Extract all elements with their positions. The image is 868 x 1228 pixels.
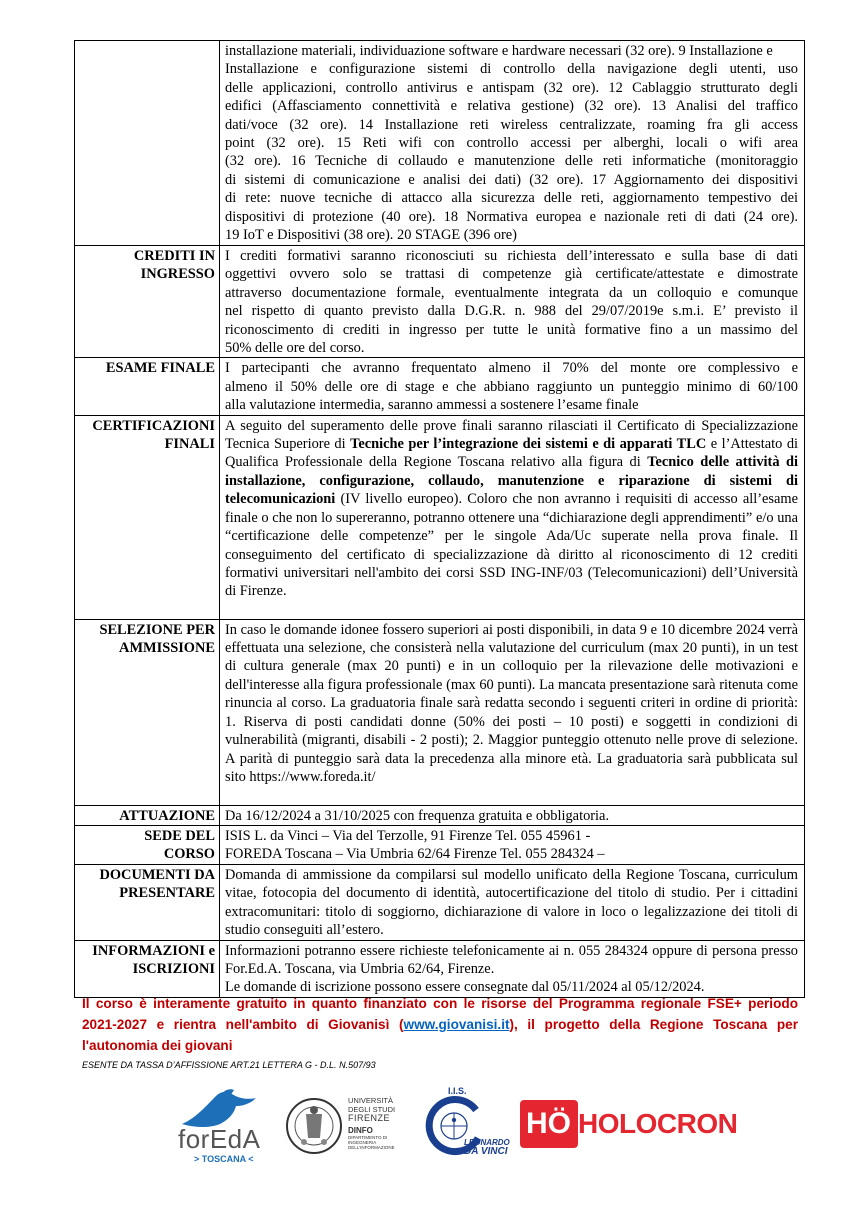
informazioni-text bbox=[220, 940, 805, 997]
isis-name bbox=[464, 1138, 510, 1156]
cert-title-bold: Tecniche per l’integrazione dei sistemi e di apparati TLC bbox=[350, 436, 707, 453]
esame-text bbox=[220, 358, 805, 415]
foreda-region: > TOSCANA < bbox=[194, 1154, 254, 1164]
label-line: CERTIFICAZIONI bbox=[92, 417, 215, 434]
cert-figure-bold: Tecnico delle attività di installazione, configurazione, collaudo, manutenzione e riparazione di sistemi di telecomunicazioni bbox=[225, 454, 798, 508]
table-row bbox=[75, 826, 805, 865]
label-line: CORSO bbox=[163, 846, 215, 863]
text-line: nel rispetto di quanto previsto dalla D.G.R. n. 988 del 29/07/2019e s.m.i. E’ previsto il bbox=[225, 303, 798, 320]
text-line: 19 IoT e Dispositivi (38 ore). 20 STAGE (396 ore) bbox=[225, 227, 517, 244]
text-line: delle applicazioni, controllo antivirus e antispam (32 ore). 12 Cablaggio strutturato degli bbox=[225, 79, 798, 96]
holocron-mark-text: HÖ bbox=[526, 1107, 571, 1140]
label-line: FINALI bbox=[164, 436, 215, 453]
text-line: dispositivi di protezione (40 ore). 18 Normativa europea e nazionale reti di dati (24 ore). bbox=[225, 208, 798, 225]
text-line: riconoscimento di crediti in ingresso per tutte le unità formative fino a un massimo del bbox=[225, 321, 798, 338]
holocron-name: HOLOCRON bbox=[578, 1108, 738, 1139]
selezione-text: In caso le domande idonee fossero superiori ai posti disponibili, in data 9 e 10 dicembre 2024 verrà effettuata una selezione, che consisterà nella valutazione del curriculum (max 20 punti), in un test di cultura generale (max 20 punti) e in un colloquio per la rilevazione delle motivazioni e dell'interesse alla figura professionale (max 60 punti). La mancata presentazione sarà ritenuta come rinuncia al corso. La graduatoria finale sarà redatta secondo i seguenti criteri in ordine di priorità: 1. Riserva di posti candidati donne (50% dei posti – 10 posti) e soggetti in condizioni di vulnerabilità (migranti, disabili - 2 posti); 2. Maggior punteggio ottenuto nelle prove di selezione. A parità di punteggio sarà data la precedenza alla minore età. La graduatoria sarà pubblicata sul sito https://www.foreda.it/ bbox=[220, 619, 805, 805]
iscrizioni-dates: Le domande di iscrizione possono essere consegnate dal 05/11/2024 al 05/12/2024. bbox=[225, 979, 705, 996]
cert-text: e l’Attestato di Qualifica Professionale della Regione Toscana relativo alla figura di bbox=[225, 436, 799, 471]
documenti-text: Domanda di ammissione da compilarsi sul modello unificato della Regione Toscana, curriculum vitae, fotocopia del documento di identità, autocertificazione del titolo di studio. Per i cittadini extracomunitari: titolo di soggiorno, dichiarazione di valore in loco o legalizzazione dei titoli di studio conseguiti all’estero. bbox=[220, 864, 805, 940]
label-line: ESAME FINALE bbox=[105, 360, 215, 377]
table-row bbox=[75, 619, 805, 805]
certificazioni-text bbox=[220, 415, 805, 619]
table-row bbox=[75, 864, 805, 940]
label-line: PRESENTARE bbox=[119, 885, 215, 902]
table-row bbox=[75, 246, 805, 358]
isis-top: I.I.S. bbox=[448, 1086, 467, 1096]
funding-note bbox=[82, 993, 798, 1056]
label-line: SEDE DEL bbox=[144, 828, 215, 845]
text-line: FOREDA Toscana – Via Umbria 62/64 Firenze Tel. 055 284324 – bbox=[225, 846, 605, 863]
holocron-mark-icon bbox=[520, 1100, 578, 1148]
course-info-table bbox=[74, 40, 805, 998]
text-line: point (32 ore). 15 Reti wifi con controllo accessi per alberghi, locali o wifi area bbox=[225, 135, 798, 152]
unifi-text bbox=[348, 1096, 395, 1150]
label-line: INGRESSO bbox=[140, 266, 215, 283]
unifi-line: DELL'INFORMAZIONE bbox=[348, 1145, 395, 1150]
cert-text: (IV livello europeo). Coloro che non avranno i requisiti di accesso all’esame finale o che non lo supereranno, potranno ottenere una “dichiarazione degli apprendimenti” e/o una “certificazione delle competenze” per le singole Ada/Uc superate nella prova finale. Il conseguimento del certificato di specializzazione dà diritto al riconoscimento di 12 crediti formativi universitari nell'ambito dei corsi SSD ING-INF/03 (Telecomunicazioni) dell’Università di Firenze. bbox=[225, 491, 798, 600]
text-line: installazione materiali, individuazione software e hardware necessari (32 ore). 9 Installazione e bbox=[225, 43, 773, 59]
text-line: edifici (Affasciamento connettività e relativa gestione) (32 ore). 13 Analisi del traffico bbox=[225, 98, 798, 115]
label-line: ATTUAZIONE bbox=[119, 807, 215, 824]
row-label-attuazione bbox=[75, 805, 220, 825]
funding-text: Il corso è interamente gratuito in quanto finanziato con le risorse del Programma regionale FSE+ periodo 2021-2027 e rientra nell'ambito di Giovanisì ( bbox=[82, 996, 798, 1032]
label-line: DOCUMENTI DA bbox=[99, 866, 215, 883]
foreda-name: forEdA bbox=[178, 1124, 261, 1154]
table-row bbox=[75, 805, 805, 825]
row-label-certificazioni bbox=[75, 415, 220, 619]
unifi-line: FIRENZE bbox=[348, 1113, 391, 1123]
row-label-documenti bbox=[75, 864, 220, 940]
text-line: almeno il 50% delle ore di stage e che abbiano raggiunto un punteggio minimo di 60/100 bbox=[225, 378, 798, 395]
text-line: dati/voce (32 ore). 14 Installazione reti wireless centralizzate, roaming fra gli access bbox=[225, 116, 798, 133]
text-line: di rete: nuove tecniche di attacco alla sicurezza delle reti, aggiornamento tempestivo dei bbox=[225, 190, 798, 207]
isis-logo bbox=[424, 1088, 520, 1168]
text-line: Installazione e configurazione sistemi di controllo della navigazione degli utenti, uso bbox=[225, 61, 798, 78]
isis-line: LEONARDO bbox=[464, 1138, 510, 1147]
text-line: alla valutazione intermedia, saranno ammessi a sostenere l’esame finale bbox=[225, 397, 639, 414]
info-paragraph: Informazioni potranno essere richieste telefonicamente ai n. 055 284324 oppure di persona presso For.Ed.A. Toscana, via Umbria 62/64, Firenze. bbox=[225, 942, 798, 977]
row-label-empty bbox=[75, 41, 220, 246]
unifi-logo bbox=[284, 1088, 404, 1168]
unifi-line: DEGLI STUDI bbox=[348, 1105, 396, 1114]
text-line: attraverso documentazione formale, eventualmente integrata da un colloquio e comunque bbox=[225, 284, 798, 301]
isis-line: DA VINCI bbox=[464, 1146, 508, 1157]
text-line: oggettivi ovvero solo se trattasi di competenze già certificate/attestate e dimostrate bbox=[225, 266, 798, 283]
unifi-line: UNIVERSITÀ bbox=[348, 1096, 394, 1105]
label-line: AMMISSIONE bbox=[119, 640, 215, 657]
row-label-selezione bbox=[75, 619, 220, 805]
text-line: 50% delle ore del corso. bbox=[225, 340, 365, 357]
unifi-line: DIPARTIMENTO DI bbox=[348, 1135, 388, 1140]
row-label-informazioni bbox=[75, 940, 220, 997]
row-label-sede bbox=[75, 826, 220, 865]
modules-continuation bbox=[220, 41, 805, 246]
sede-text bbox=[220, 826, 805, 865]
attuazione-text: Da 16/12/2024 a 31/10/2025 con frequenza gratuita e obbligatoria. bbox=[220, 805, 805, 825]
holocron-logo bbox=[520, 1088, 738, 1168]
table-row bbox=[75, 358, 805, 415]
row-label-esame bbox=[75, 358, 220, 415]
label-line: SELEZIONE PER bbox=[99, 621, 215, 638]
label-line: INFORMAZIONI e bbox=[92, 942, 215, 959]
unifi-line: INGEGNERIA bbox=[348, 1140, 377, 1145]
funding-text: ), il progetto della Regione Toscana per l'autonomia dei giovani bbox=[82, 1017, 798, 1053]
foreda-logo bbox=[176, 1088, 272, 1168]
row-label-crediti bbox=[75, 246, 220, 358]
tax-exemption-note: ESENTE DA TASSA D’AFFISSIONE ART.21 LETTERA G - D.L. N.507/93 bbox=[82, 1060, 376, 1070]
table-row bbox=[75, 415, 805, 619]
text-line: ISIS L. da Vinci – Via del Terzolle, 91 Firenze Tel. 055 45961 - bbox=[225, 828, 591, 845]
cert-text: A seguito del superamento delle prove finali saranno rilasciati il Certificato di Specializzazione Tecnica Superiore di bbox=[225, 417, 798, 453]
giovanisi-link[interactable]: www.giovanisi.it bbox=[403, 1017, 510, 1032]
table-row bbox=[75, 940, 805, 997]
label-line: ISCRIZIONI bbox=[132, 960, 215, 977]
crediti-text bbox=[220, 246, 805, 358]
unifi-line: DINFO bbox=[348, 1126, 373, 1135]
table-row bbox=[75, 41, 805, 246]
text-line: di sistemi di comunicazione e analisi dei dati) (32 ore). 17 Aggiornamento dei dispositivi bbox=[225, 171, 798, 188]
label-line: CREDITI IN bbox=[133, 248, 215, 264]
unifi-seal-icon bbox=[284, 1092, 344, 1162]
text-line: I crediti formativi saranno riconosciuti su richiesta dell’interessato e sulla base di dati bbox=[225, 248, 798, 264]
text-line: I partecipanti che avranno frequentato almeno il 70% del monte ore complessivo e bbox=[225, 360, 798, 377]
text-line: (32 ore). 16 Tecniche di collaudo e manutenzione delle reti informatiche (monitoraggio bbox=[225, 153, 798, 170]
partner-logos bbox=[176, 1086, 738, 1168]
